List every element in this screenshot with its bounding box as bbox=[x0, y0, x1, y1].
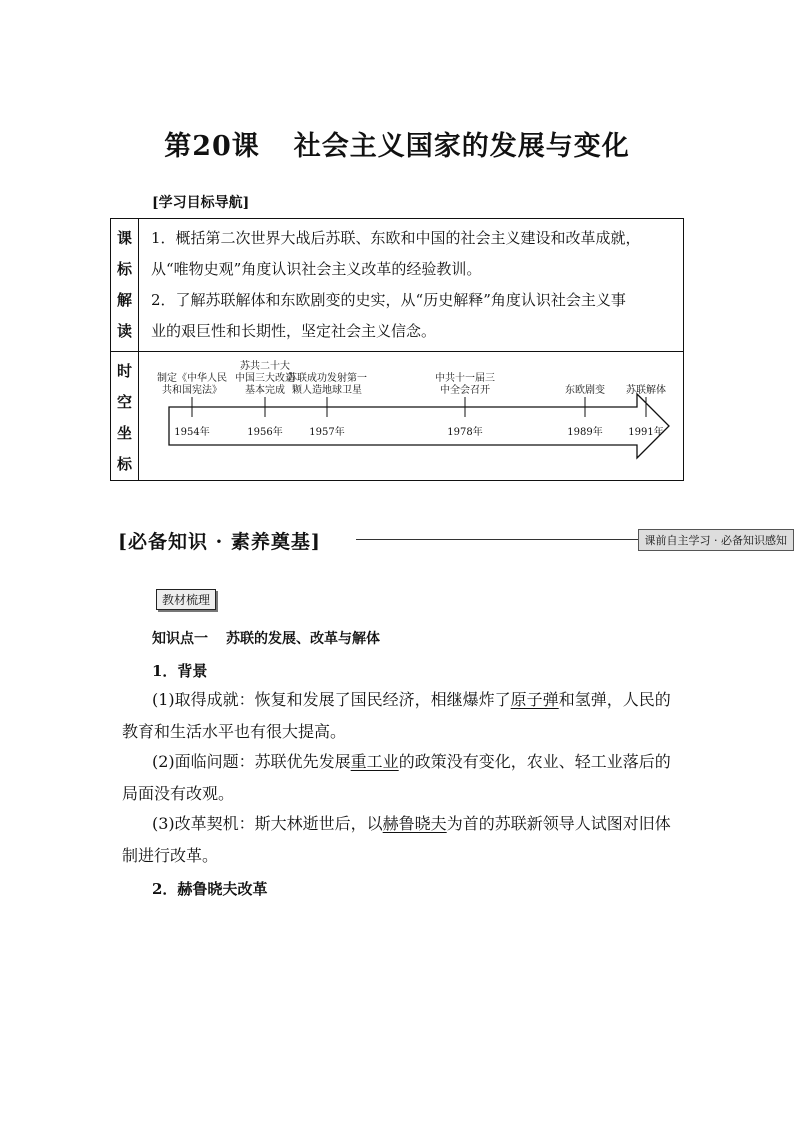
reform-heading: 2．赫鲁晓夫改革 bbox=[152, 880, 268, 898]
standards-content bbox=[139, 219, 684, 352]
banner-box: 课前自主学习 · 必备知识感知 bbox=[638, 529, 794, 551]
standard-item-1-line-1: 1．概括第二次世界大战后苏联、东欧和中国的社会主义建设和改革成就， bbox=[151, 229, 641, 247]
banner-title: [必备知识 · 素养奠基] bbox=[118, 531, 321, 553]
standards-label: 课 标 解 读 bbox=[111, 219, 139, 352]
objectives-heading: [学习目标导航] bbox=[152, 195, 250, 211]
timeline-year: 1957年 bbox=[309, 427, 345, 438]
paragraph-achievements: (1)取得成就：恢复和发展了国民经济，相继爆炸了原子弹和氢弹，人民的 教育和生活水平也有很大提高。 bbox=[122, 690, 671, 741]
timeline-event-label: 中全会召开 bbox=[440, 385, 490, 396]
knowledge-point-heading bbox=[152, 628, 380, 648]
timeline-event-label: 共和国宪法》 bbox=[162, 385, 222, 396]
lesson-name: 社会主义国家的发展与变化 bbox=[293, 131, 630, 162]
underlined-term: 原子弹 bbox=[510, 690, 559, 709]
lesson-number: 第20课 bbox=[164, 131, 260, 162]
timeline-cell bbox=[139, 352, 684, 481]
timeline-diagram bbox=[139, 352, 683, 474]
underlined-term: 重工业 bbox=[350, 752, 399, 771]
timeline-event-label: 制定《中华人民 bbox=[157, 373, 227, 384]
knowledge-point-title: 苏联的发展、改革与解体 bbox=[226, 631, 380, 647]
timeline-event-label: 颗人造地球卫星 bbox=[292, 385, 362, 396]
timeline-year: 1956年 bbox=[247, 427, 283, 438]
timeline-year: 1978年 bbox=[447, 427, 483, 438]
material-tag: 教材梳理 bbox=[156, 589, 216, 610]
standard-item-2-line-1: 2．了解苏联解体和东欧剧变的史实，从“历史解释”角度认识社会主义事 bbox=[151, 291, 626, 309]
timeline-event-label: 苏联解体 bbox=[626, 385, 666, 396]
underlined-term: 赫鲁晓夫 bbox=[382, 814, 447, 833]
timeline-event-label: 中共十一届三 bbox=[435, 373, 495, 384]
page-title bbox=[0, 124, 794, 163]
timeline-event-label: 苏联成功发射第一 bbox=[287, 373, 367, 384]
timeline-label: 时 空 坐 标 bbox=[111, 352, 139, 481]
knowledge-point-number: 知识点一 bbox=[152, 631, 208, 647]
timeline-arrow bbox=[169, 394, 669, 458]
standard-item-1-line-2: 从“唯物史观”角度认识社会主义改革的经验教训。 bbox=[151, 260, 482, 278]
timeline-year: 1989年 bbox=[567, 427, 603, 438]
paragraph-problems: (2)面临问题：苏联优先发展重工业的政策没有变化，农业、轻工业落后的 局面没有改观。 bbox=[122, 752, 671, 803]
objectives-table bbox=[110, 218, 684, 481]
timeline-event-label: 基本完成 bbox=[245, 385, 285, 396]
timeline-year: 1991年 bbox=[628, 427, 664, 438]
timeline-year: 1954年 bbox=[174, 427, 210, 438]
background-heading: 1．背景 bbox=[152, 662, 208, 680]
standard-item-2-line-2: 业的艰巨性和长期性，坚定社会主义信念。 bbox=[151, 322, 437, 340]
timeline-event-label: 苏共二十大 bbox=[240, 361, 290, 372]
paragraph-opportunity: (3)改革契机：斯大林逝世后，以赫鲁晓夫为首的苏联新领导人试图对旧体 制进行改革。 bbox=[122, 814, 671, 865]
section-banner bbox=[118, 527, 794, 551]
timeline-event-label: 东欧剧变 bbox=[565, 385, 605, 396]
timeline-event-label: 中国三大改造 bbox=[235, 373, 295, 384]
